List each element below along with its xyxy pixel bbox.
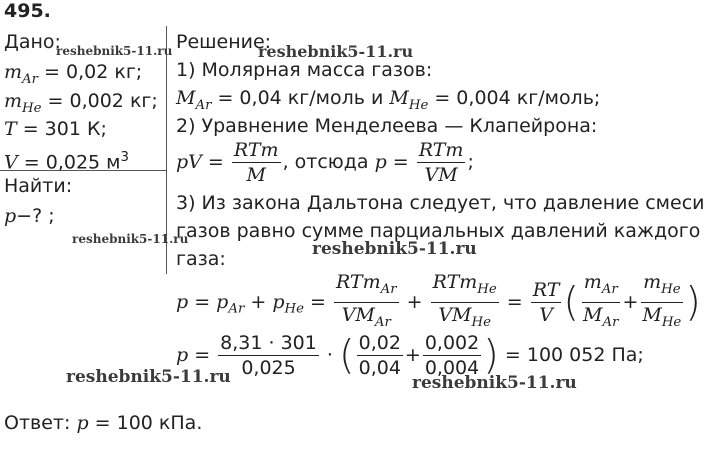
solution-numeric: p = $\frac{8,31 \cdot 301}{0,025}$ · ( $\frac{0,02}{0,04}$ + $\frac{0,002}{0,004}$ ) = 100 052 Па;: [176, 332, 644, 379]
watermark: reshebnik5-11.ru: [258, 42, 414, 61]
given-m-he: $m_{He} = 0,002$ кг;: [4, 90, 158, 116]
problem-number: 495.: [4, 0, 51, 22]
solution-dalton-formula: $p = p_{Ar} + p_{He}$ = $\frac{RTm_{Ar}}{VM_{Ar}}$ + $\frac{RTm_{He}}{VM_{He}}$ = $\frac{RT}{V}$ ( $\frac{m_{Ar}}{M_{Ar}}$ + $\frac{m_{He}}{M_{He}}$ ): [176, 271, 701, 330]
solution-clapeyron: pV = $\frac{\text{RTm}}{M}$ , отсюда p = $\frac{\text{RTm}}{VM}$ ;: [176, 139, 474, 186]
answer: Ответ: p = 100 кПа.: [4, 412, 203, 434]
solution-step3-line2: газов равно сумме парциальных давлений каждого: [176, 220, 701, 242]
solution-step3-line3: газа:: [176, 248, 226, 270]
watermark: reshebnik5-11.ru: [412, 373, 577, 393]
given-temperature: T = 301 К;: [4, 118, 107, 140]
solution-molar-mass: $M_{Ar} = 0,04$ кг/моль и $M_{He} = 0,004$ кг/моль;: [176, 87, 601, 113]
find-header: Найти:: [4, 175, 73, 197]
solution-step1: 1) Молярная масса газов:: [176, 59, 433, 81]
given-m-ar: $m_{Ar} = 0,02$ кг;: [4, 61, 143, 87]
watermark: reshebnik5-11.ru: [72, 232, 189, 246]
given-header: Дано:: [4, 31, 61, 53]
given-volume: V = 0,025 $м^3$: [4, 150, 129, 174]
watermark: reshebnik5-11.ru: [56, 44, 173, 58]
solution-header: Решение:: [176, 31, 272, 53]
watermark: reshebnik5-11.ru: [312, 239, 477, 259]
solution-step2: 2) Уравнение Менделеева — Клапейрона:: [176, 115, 598, 137]
watermark: reshebnik5-11.ru: [66, 367, 231, 387]
solution-step3-line1: 3) Из закона Дальтона следует, что давление смеси: [176, 192, 705, 214]
find-value: p−? ;: [4, 205, 55, 227]
